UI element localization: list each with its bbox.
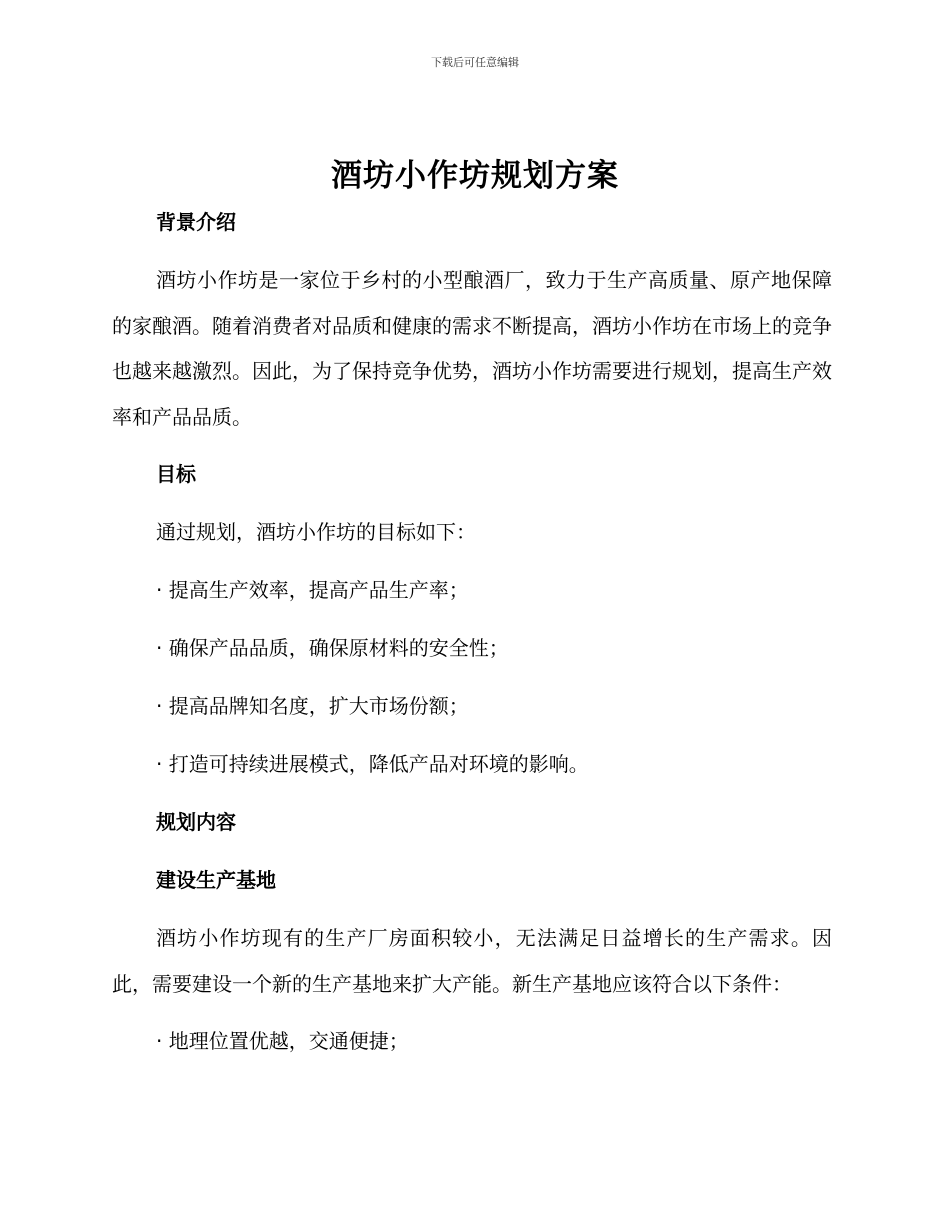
paragraph-production-base: 酒坊小作坊现有的生产厂房面积较小，无法满足日益增长的生产需求。因此，需要建设一个新的生产基地来扩大产能。新生产基地应该符合以下条件： [112, 926, 832, 996]
list-item: · 提高生产效率，提高产品生产率； [156, 578, 469, 602]
paragraph-goals-intro: 通过规划，酒坊小作坊的目标如下： [156, 520, 476, 544]
heading-plan: 规划内容 [156, 810, 236, 834]
heading-background: 背景介绍 [156, 210, 236, 234]
list-item: · 打造可持续进展模式，降低产品对环境的影响。 [156, 752, 589, 776]
document-body [112, 200, 832, 1077]
document-title: 酒坊小作坊规划方案 [331, 158, 619, 194]
list-item: · 地理位置优越，交通便捷； [156, 1029, 409, 1053]
list-item: · 提高品牌知名度，扩大市场份额； [156, 694, 469, 718]
list-item: · 确保产品品质，确保原材料的安全性； [156, 636, 509, 660]
heading-goals: 目标 [156, 462, 196, 486]
header-note: 下载后可任意编辑 [431, 56, 519, 69]
paragraph-background: 酒坊小作坊是一家位于乡村的小型酿酒厂，致力于生产高质量、原产地保障的家酿酒。随着消费者对品质和健康的需求不断提高，酒坊小作坊在市场上的竞争也越来越激烈。因此，为了保持竞争优势，酒坊小作坊需要进行规划，提高生产效率和产品品质。 [112, 268, 832, 429]
heading-production-base: 建设生产基地 [156, 868, 276, 892]
